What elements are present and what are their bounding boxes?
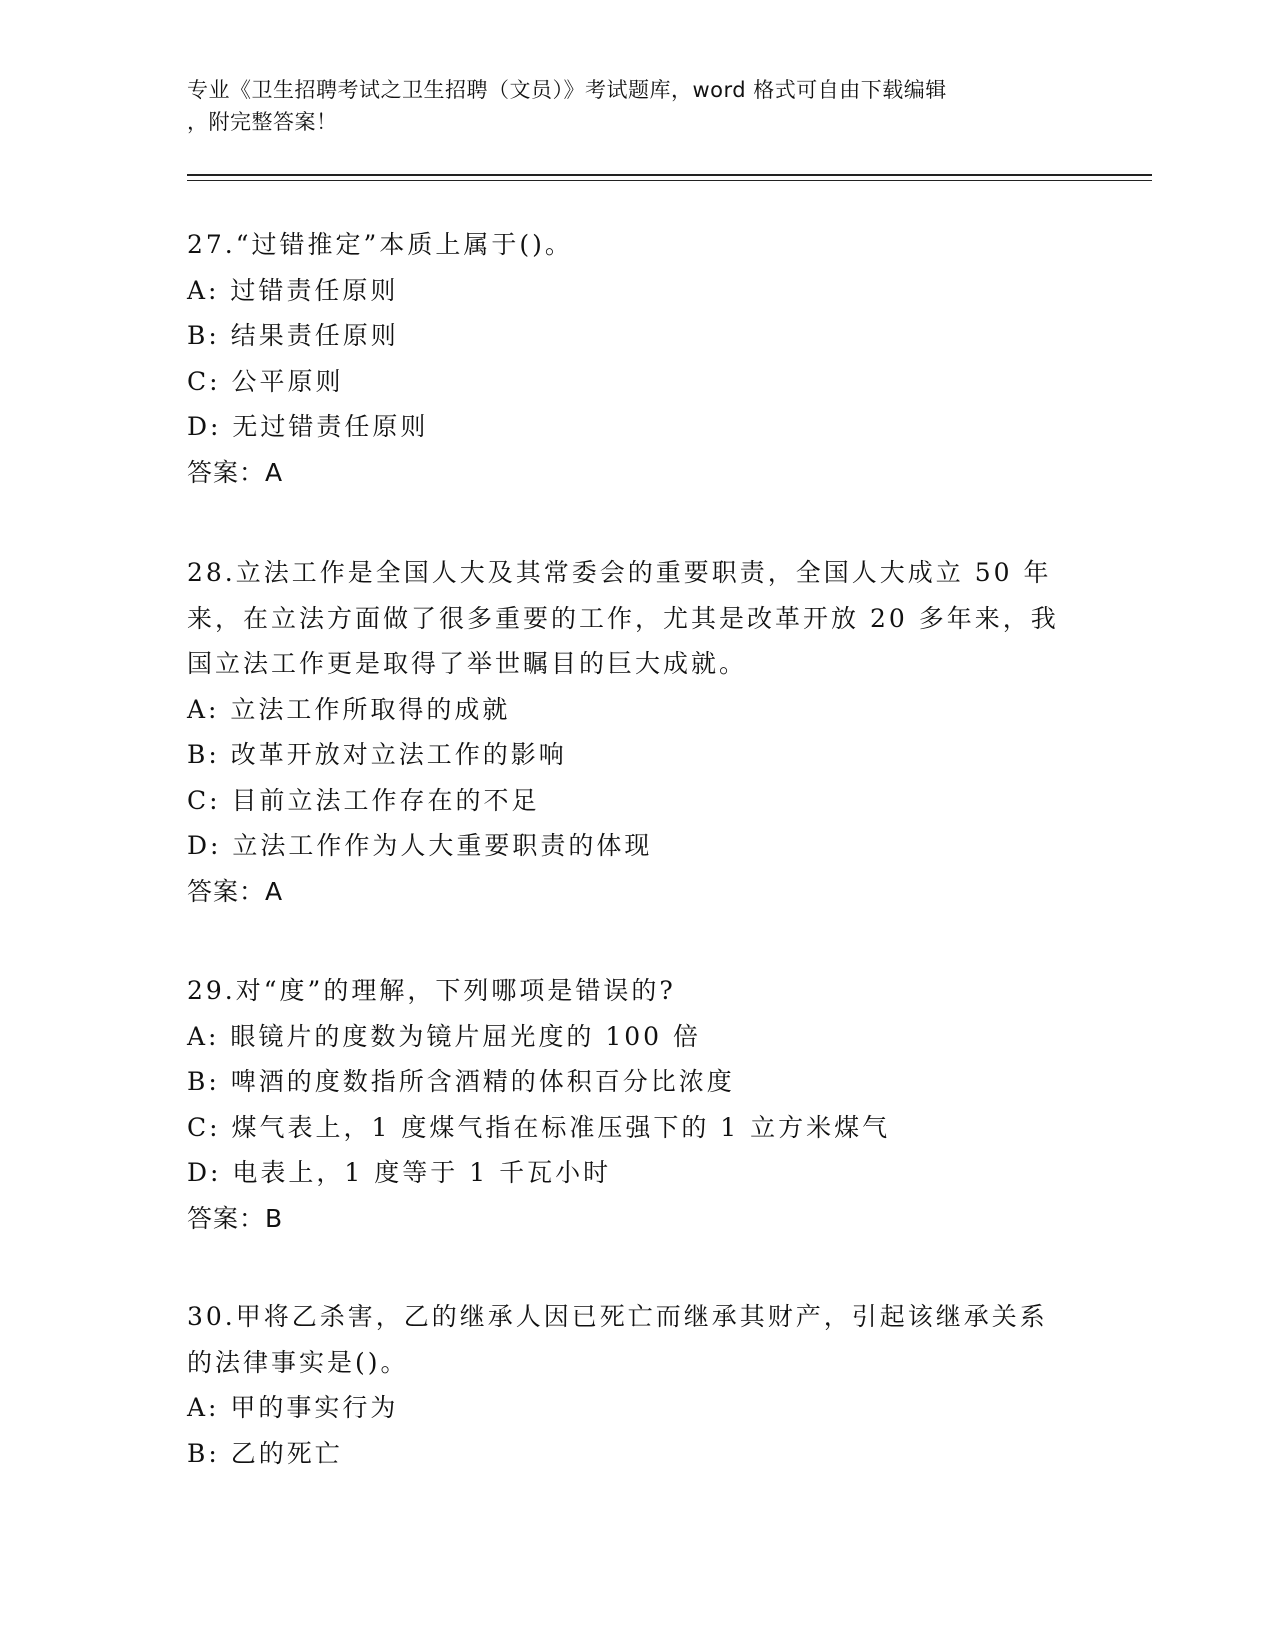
document-header (187, 74, 1067, 138)
option-c: C: 公平原则 (187, 366, 344, 396)
option-d: D: 立法工作作为人大重要职责的体现 (187, 831, 653, 860)
question-stem: 27.“过错推定”本质上属于()。 (187, 230, 573, 259)
option-a: A: 过错责任原则 (187, 275, 399, 305)
option-b: B: 啤酒的度数指所含酒精的体积百分比浓度 (187, 1067, 735, 1096)
option-b: B: 结果责任原则 (187, 321, 399, 350)
header-line-1: 专业《卫生招聘考试之卫生招聘（文员）》考试题库，word 格式可自由下载编辑 (187, 78, 947, 102)
option-a: A: 立法工作所取得的成就 (187, 694, 511, 724)
question-stem: 30.甲将乙杀害，乙的继承人因已死亡而继承其财产，引起该继承关系 (187, 1302, 1048, 1331)
answer: 答案：A (187, 876, 284, 906)
question-30 (187, 1294, 1087, 1476)
question-29 (187, 968, 1087, 1241)
question-27 (187, 222, 1087, 495)
question-stem: 来，在立法方面做了很多重要的工作，尤其是改革开放 20 多年来，我 (187, 603, 1059, 633)
option-a: A: 眼镜片的度数为镜片屈光度的 100 倍 (187, 1021, 702, 1051)
option-b: B: 改革开放对立法工作的影响 (187, 740, 567, 769)
question-stem: 29.对“度”的理解，下列哪项是错误的? (187, 976, 676, 1005)
option-c: C: 煤气表上，1 度煤气指在标准压强下的 1 立方米煤气 (187, 1112, 891, 1142)
answer: 答案：B (187, 1203, 284, 1233)
option-d: D: 电表上，1 度等于 1 千瓦小时 (187, 1158, 612, 1187)
question-stem: 国立法工作更是取得了举世瞩目的巨大成就。 (187, 649, 748, 678)
option-a: A: 甲的事实行为 (187, 1393, 399, 1422)
option-d: D: 无过错责任原则 (187, 412, 429, 441)
question-stem: 的法律事实是()。 (187, 1347, 409, 1377)
option-b: B: 乙的死亡 (187, 1438, 343, 1468)
question-28 (187, 550, 1087, 914)
answer: 答案：A (187, 457, 284, 487)
header-divider-thin (187, 180, 1152, 181)
header-divider-thick (187, 174, 1152, 176)
question-stem: 28.立法工作是全国人大及其常委会的重要职责，全国人大成立 50 年 (187, 558, 1052, 587)
header-line-2: ，附完整答案！ (187, 110, 338, 134)
option-c: C: 目前立法工作存在的不足 (187, 785, 540, 815)
